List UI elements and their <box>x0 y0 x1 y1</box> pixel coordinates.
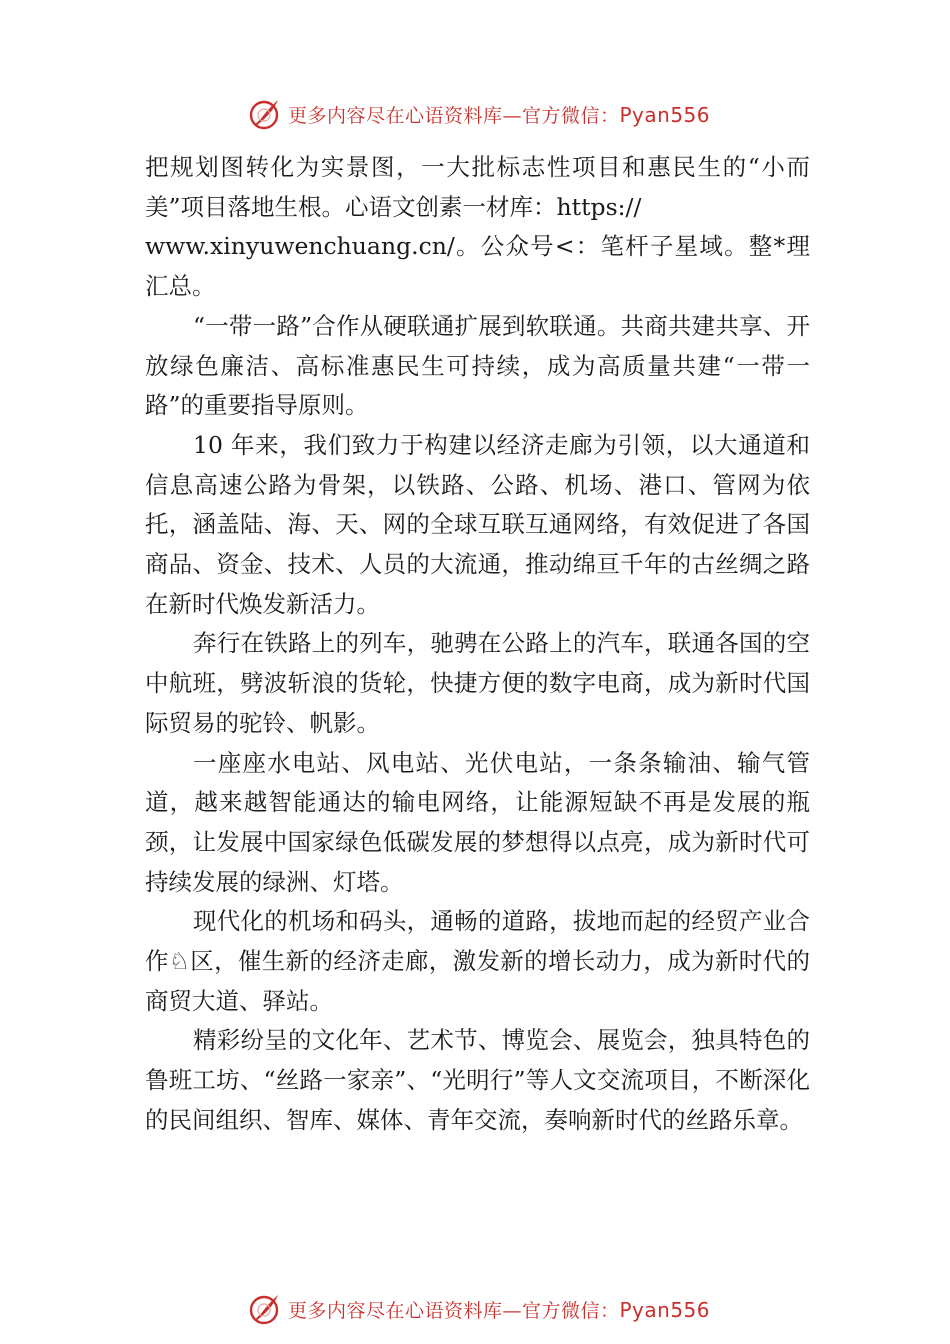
footer-banner-text <box>288 1296 710 1323</box>
document-body <box>145 148 810 1141</box>
footer-banner-content <box>248 1292 710 1326</box>
pen-quill-logo-icon <box>248 97 282 131</box>
paragraph-5: 一座座水电站、风电站、光伏电站，一条条输油、输气管道，越来越智能通达的输电网络，让能源短缺不再是发展的瓶颈，让发展中国家绿色低碳发展的梦想得以点亮，成为新时代可持续发展的绿洲、灯塔。 <box>145 748 810 896</box>
header-banner-content <box>248 97 710 131</box>
paragraph-6: 现代化的机场和码头，通畅的道路，拔地而起的经贸产业合作♘区，催生新的经济走廊，激发新的增长动力，成为新时代的商贸大道、驿站。 <box>145 907 810 1015</box>
paragraph-2: “一带一路”合作从硬联通扩展到软联通。共商共建共享、开放绿色廉洁、高标准惠民生可持续，成为高质量共建“一带一路”的重要指导原则。 <box>145 311 810 420</box>
footer-banner <box>0 1289 950 1329</box>
footer-wechat-id: Pyan556 <box>619 1297 711 1322</box>
footer-banner-label: 更多内容尽在心语资料库—官方微信： <box>287 1299 620 1322</box>
paragraph-1: 把规划图转化为实景图，一大批标志性项目和惠民生的“小而美”项目落地生根。心语文创素一材库：https:// www.xinyuwenchuang.cn/。公众号<：笔杆子星域。整*理汇总。 <box>145 153 810 301</box>
paragraph-7: 精彩纷呈的文化年、艺术节、博览会、展览会，独具特色的鲁班工坊、“丝路一家亲”、“光明行”等人文交流项目，不断深化的民间组织、智库、媒体、青年交流，奏响新时代的丝路乐章。 <box>145 1026 810 1134</box>
pen-quill-logo-icon <box>248 1292 282 1326</box>
header-banner <box>0 94 950 134</box>
header-banner-label: 更多内容尽在心语资料库—官方微信： <box>287 104 620 127</box>
header-wechat-id: Pyan556 <box>619 102 711 127</box>
paragraph-4: 奔行在铁路上的列车，驰骋在公路上的汽车，联通各国的空中航班，劈波斩浪的货轮，快捷方便的数字电商，成为新时代国际贸易的驼铃、帆影。 <box>145 629 810 737</box>
header-banner-text <box>288 101 710 128</box>
paragraph-3: 10 年来，我们致力于构建以经济走廊为引领，以大通道和信息高速公路为骨架，以铁路、公路、机场、港口、管网为依托，涵盖陆、海、天、网的全球互联互通网络，有效促进了各国商品、资金、技术、人员的大流通，推动绵亘千年的古丝绸之路在新时代焕发新活力。 <box>145 430 810 618</box>
